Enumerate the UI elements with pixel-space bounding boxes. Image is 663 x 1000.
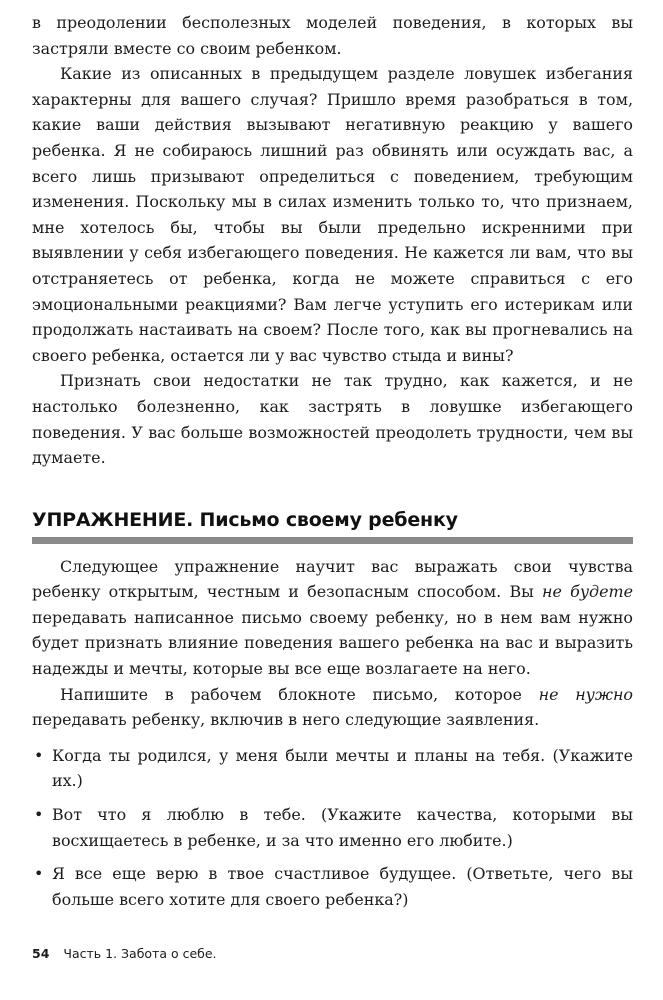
list-item [32, 861, 633, 912]
intro-emphasis: не будете [542, 582, 633, 602]
paragraph-exercise-intro [32, 554, 633, 682]
list-item [32, 743, 633, 794]
bullet-icon: • [34, 805, 44, 825]
letter-emphasis: не нужно [538, 684, 633, 704]
list-item-text: Когда ты родился, у меня были мечты и планы на тебя. (Укажите их.) [52, 745, 633, 791]
statement-list [32, 743, 633, 913]
letter-text-b: передавать ребенку, включив в него следующие заявления. [32, 710, 540, 730]
paragraph-continued: в преодолении бесполезных моделей поведения, в которых вы застряли вместе со своим ребенком. [32, 13, 633, 58]
bullet-icon: • [34, 745, 44, 765]
paragraph-admit-shortcomings: Признать свои недостатки не так трудно, как кажется, и не настолько болезненно, как застрять в ловушке избегающего поведения. У вас больше возможностей преодолеть трудности, чем вы думаете. [32, 371, 633, 468]
section-title: Часть 1. Забота о себе. [63, 946, 217, 961]
heading-rule [32, 537, 633, 544]
page-number: 54 [32, 946, 50, 961]
exercise-heading: УПРАЖНЕНИЕ. Письмо своему ребенку [32, 508, 458, 531]
list-item-text: Вот что я люблю в тебе. (Укажите качества, которыми вы восхищаетесь в ребенке, и за что именно его любите.) [52, 805, 633, 850]
paragraph-write-letter [32, 682, 633, 733]
letter-text-a: Напишите в рабочем блокноте письмо, которое [60, 684, 539, 704]
intro-text-a: Следующее упражнение научит вас выражать свои чувства ребенку открытым, честным и безопасным способом. Вы [32, 556, 633, 602]
list-item-text: Я все еще верю в твое счастливое будущее. (Ответьте, чего вы больше всего хотите для своего ребенка?) [52, 864, 633, 909]
intro-text-b: передавать написанное письмо своему ребенку, но в нем вам нужно будет признать влияние поведения вашего ребенка на вас и выразить надежды и мечты, которые вы все еще возлагаете на него. [32, 607, 633, 679]
bullet-icon: • [34, 864, 44, 884]
page-footer [32, 946, 217, 961]
exercise-heading-block [32, 507, 633, 544]
list-item [32, 802, 633, 853]
paragraph-avoidance-traps: Какие из описанных в предыдущем разделе ловушек избегания характерны для вашего случая? Пришло время разобраться в том, какие ваши действия вызывают негативную реакцию у вашего ребенка. Я не собираюсь лишний раз обвинять или осуждать вас, а всего лишь призывают определиться с поведением, требующим изменения. Поскольку мы в силах изменить только то, что признаем, мне хотелось бы, чтобы вы были предельно искренними при выявлении у себя избегающего поведения. Не кажется ли вам, что вы отстраняетесь от ребенка, когда не можете справиться с его эмоциональными реакциями? Вам легче уступить его истерикам или продолжать настаивать на своем? После того, как вы прогневались на своего ребенка, остается ли у вас чувство стыда и вины? [32, 64, 633, 365]
